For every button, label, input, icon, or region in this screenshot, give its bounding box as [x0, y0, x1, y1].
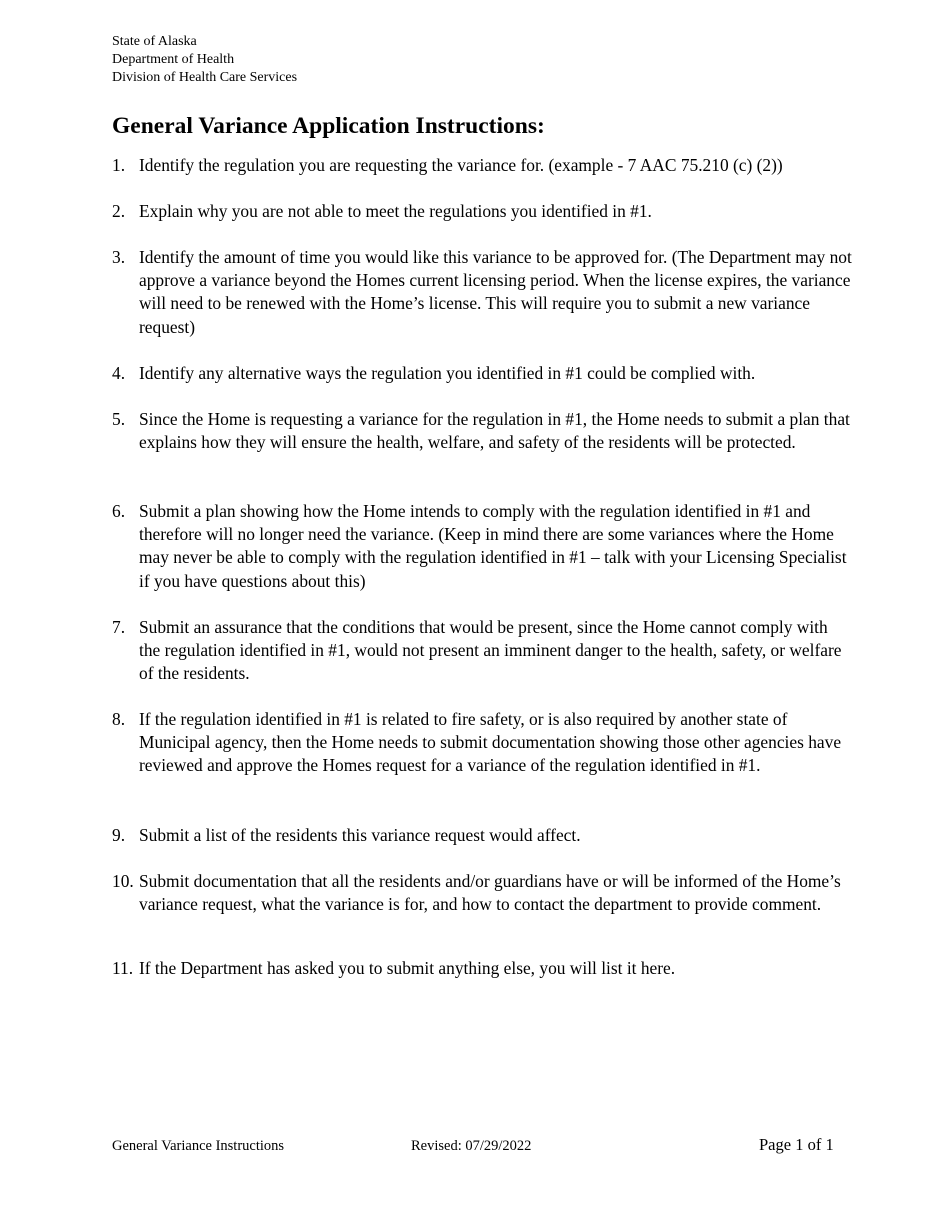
- instruction-number: 2.: [112, 201, 126, 221]
- instruction-item-4: [112, 362, 852, 385]
- instruction-item-6: [112, 500, 852, 593]
- instruction-number: 3.: [112, 247, 126, 267]
- instruction-item-8: [112, 708, 852, 778]
- instruction-text: Identify any alternative ways the regulation you identified in #1 could be complied with.: [139, 363, 756, 383]
- instruction-text: If the regulation identified in #1 is related to fire safety, or is also required by another state of Municipal agency, then the Home needs to submit documentation showing those other agencies have reviewed and approve the Homes request for a variance of the regulation identified in #1.: [139, 709, 842, 776]
- footer-revised-date: Revised: 07/29/2022: [411, 1138, 532, 1154]
- instruction-number: 4.: [112, 363, 126, 383]
- page-title: General Variance Application Instructions:: [112, 113, 545, 139]
- instruction-item-2: [112, 200, 852, 223]
- footer-document-name: General Variance Instructions: [112, 1138, 285, 1154]
- instruction-item-5: [112, 408, 852, 454]
- instruction-number: 1.: [112, 155, 126, 175]
- instruction-text: If the Department has asked you to submit anything else, you will list it here.: [139, 958, 676, 978]
- instruction-text: Explain why you are not able to meet the regulations you identified in #1.: [139, 201, 652, 221]
- instruction-item-7: [112, 616, 852, 686]
- instruction-number: 10.: [112, 871, 134, 891]
- instruction-number: 6.: [112, 501, 126, 521]
- agency-line-department: Department of Health: [112, 52, 235, 67]
- instruction-text: Submit a plan showing how the Home intends to comply with the regulation identified in #1 and therefore will no longer need the variance. (Keep in mind there are some variances where the Home may never be able to comply with the regulation identified in #1 – talk with your Licensing Specialist if you have questions about this): [139, 501, 847, 591]
- agency-line-division: Division of Health Care Services: [112, 70, 298, 85]
- instruction-text: Submit an assurance that the conditions that would be present, since the Home cannot comply with the regulation identified in #1, would not present an imminent danger to the health, safety, or welfare of the residents.: [139, 617, 842, 684]
- instruction-text: Identify the amount of time you would like this variance to be approved for. (The Department may not approve a variance beyond the Homes current licensing period. When the license expires, the variance will need to be renewed with the Home’s license. This will require you to submit a new variance request): [139, 247, 852, 337]
- instruction-text: Submit documentation that all the residents and/or guardians have or will be informed of the Home’s variance request, what the variance is for, and how to contact the department to provide comment.: [139, 871, 841, 915]
- instruction-text: Identify the regulation you are requesting the variance for. (example - 7 AAC 75.210 (c) (2)): [139, 155, 783, 175]
- instruction-number: 8.: [112, 709, 126, 729]
- instruction-item-9: [112, 824, 852, 847]
- instruction-number: 7.: [112, 617, 126, 637]
- instruction-number: 9.: [112, 825, 126, 845]
- instruction-text: Submit a list of the residents this variance request would affect.: [139, 825, 581, 845]
- agency-header: [112, 33, 297, 87]
- instruction-number: 11.: [112, 958, 134, 978]
- instruction-text: Since the Home is requesting a variance for the regulation in #1, the Home needs to submit a plan that explains how they will ensure the health, welfare, and safety of the residents will be protected.: [139, 409, 850, 453]
- instruction-item-1: [112, 154, 852, 177]
- footer-page-number: Page 1 of 1: [759, 1135, 834, 1154]
- instruction-number: 5.: [112, 409, 126, 429]
- instruction-item-11: [112, 957, 852, 980]
- instruction-item-10: [112, 870, 852, 916]
- agency-line-state: State of Alaska: [112, 34, 197, 49]
- instruction-item-3: [112, 246, 852, 339]
